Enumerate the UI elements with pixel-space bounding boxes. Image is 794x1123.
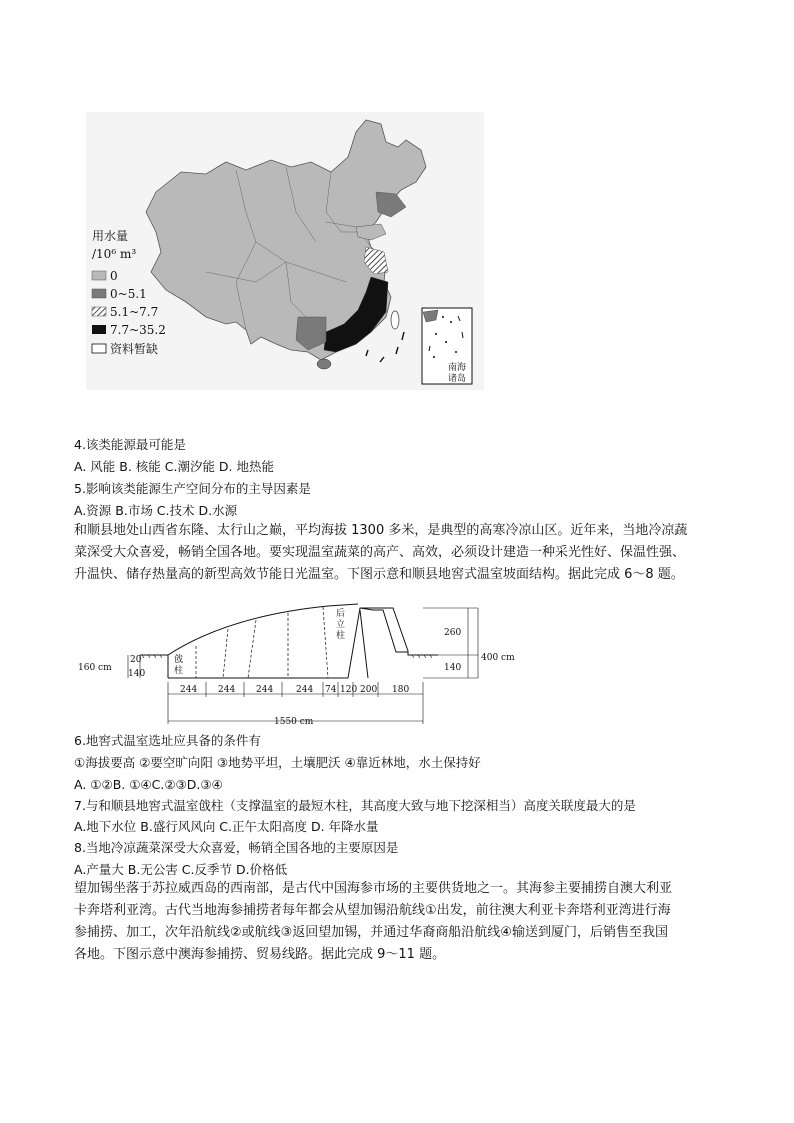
legend-label-2: 5.1~7.7 xyxy=(110,305,159,319)
inset-label-2: 诸岛 xyxy=(448,374,467,384)
dim-bottom-5: 120 xyxy=(340,685,358,695)
legend-label-4: 资料暂缺 xyxy=(110,342,159,356)
question-8: 8.当地冷凉蔬菜深受大众喜爱，畅销全国各地的主要原因是 xyxy=(74,840,399,855)
question-7-options: A.地下水位 B.盛行风风向 C.正午太阳高度 D. 年降水量 xyxy=(74,819,379,834)
region-hainan xyxy=(317,359,331,369)
dim-bottom-4: 74 xyxy=(325,685,337,695)
dim-bottom-7: 180 xyxy=(392,685,410,695)
legend-label-0: 0 xyxy=(110,269,118,283)
south-china-sea-inset xyxy=(422,308,472,384)
inset-label-1: 南海 xyxy=(448,363,467,373)
question-6-items: ①海拔要高 ②要空旷向阳 ③地势平坦，土壤肥沃 ④靠近林地，水土保持好 xyxy=(74,755,481,770)
dim-bottom-0: 244 xyxy=(180,685,198,695)
dim-bottom-6: 200 xyxy=(360,685,378,695)
question-4-options: A. 风能 B. 核能 C.潮汐能 D. 地热能 xyxy=(74,459,274,474)
question-5-options: A.资源 B.市场 C.技术 D.水源 xyxy=(74,503,238,518)
question-4: 4.该类能源最可能是 xyxy=(74,437,186,452)
dim-260: 260 xyxy=(444,628,462,638)
legend-title-2: /10⁶ m³ xyxy=(92,247,137,261)
dim-160: 160 cm xyxy=(78,663,112,673)
legend-swatch-hatched xyxy=(92,307,106,316)
question-8-options: A.产量大 B.无公害 C.反季节 D.价格低 xyxy=(74,862,288,877)
legend-swatch-dark xyxy=(92,289,106,298)
passage-1-line-3: 升温快、储存热量高的新型高效节能日光温室。下图示意和顺县地窖式温室坡面结构。据此完成 6～8 题。 xyxy=(74,567,684,582)
label-houlizhu-3: 柱 xyxy=(336,631,346,641)
legend-label-3: 7.7~35.2 xyxy=(110,323,166,337)
passage-2-line-3: 参捕捞、加工，次年沿航线②或航线③返回望加锡，并通过华裔商船沿航线④输送到厦门，后销售至我国 xyxy=(74,925,668,940)
label-houlizhu-2: 立 xyxy=(336,620,346,630)
label-houlizhu-1: 后 xyxy=(336,609,346,619)
dim-bottom-1: 244 xyxy=(218,685,236,695)
label-qiangzhu-2: 柱 xyxy=(174,666,184,676)
passage-2-line-2: 卡奔塔利亚湾。古代当地海参捕捞者每年都会从望加锡沿航线①出发，前往澳大利亚卡奔塔利亚湾进行海 xyxy=(74,903,671,918)
question-6: 6.地窖式温室选址应具备的条件有 xyxy=(74,733,261,748)
dim-140-right: 140 xyxy=(444,663,462,673)
dim-bottom-3: 244 xyxy=(296,685,314,695)
map-svg xyxy=(86,112,484,390)
legend-swatch-white xyxy=(92,344,106,353)
passage-1-line-1: 和顺县地处山西省东隆、太行山之巅，平均海拔 1300 多米，是典型的高寒冷凉山区。近年来，当地冷凉蔬 xyxy=(74,523,688,538)
legend-title-1: 用水量 xyxy=(92,229,129,243)
question-7: 7.与和顺县地窖式温室戗柱（支撑温室的最短木柱，其高度大致与地下挖深相当）高度关联度最大的是 xyxy=(74,798,636,813)
ground-hatch xyxy=(142,655,432,658)
legend-swatch-light xyxy=(92,271,106,280)
greenhouse-cross-section xyxy=(78,596,518,730)
dim-20: 20 xyxy=(130,655,142,665)
dim-bottom-2: 244 xyxy=(256,685,274,695)
question-5: 5.影响该类能源生产空间分布的主导因素是 xyxy=(74,481,311,496)
dim-total: 1550 cm xyxy=(274,717,314,727)
legend-label-1: 0~5.1 xyxy=(110,287,147,301)
dim-400: 400 cm xyxy=(481,653,515,663)
question-6-options: A. ①②B. ①④C.②③D.③④ xyxy=(74,777,223,792)
passage-2-line-4: 各地。下图示意中澳海参捕捞、贸易线路。据此完成 9～11 题。 xyxy=(74,947,446,962)
passage-1-line-2: 菜深受大众喜爱，畅销全国各地。要实现温室蔬菜的高产、高效，必须设计建造一种采光性好、保温性强、 xyxy=(74,545,686,560)
dim-140-left: 140 xyxy=(128,669,146,679)
passage-2-line-1: 望加锡坐落于苏拉威西岛的西南部，是古代中国海参市场的主要供货地之一。其海参主要捕捞自澳大利亚 xyxy=(74,881,673,896)
greenhouse-svg xyxy=(78,596,518,730)
legend-swatch-black xyxy=(92,325,106,334)
china-water-use-map xyxy=(86,112,484,390)
label-qiangzhu-1: 戗 xyxy=(174,655,184,665)
region-taiwan xyxy=(391,311,399,329)
